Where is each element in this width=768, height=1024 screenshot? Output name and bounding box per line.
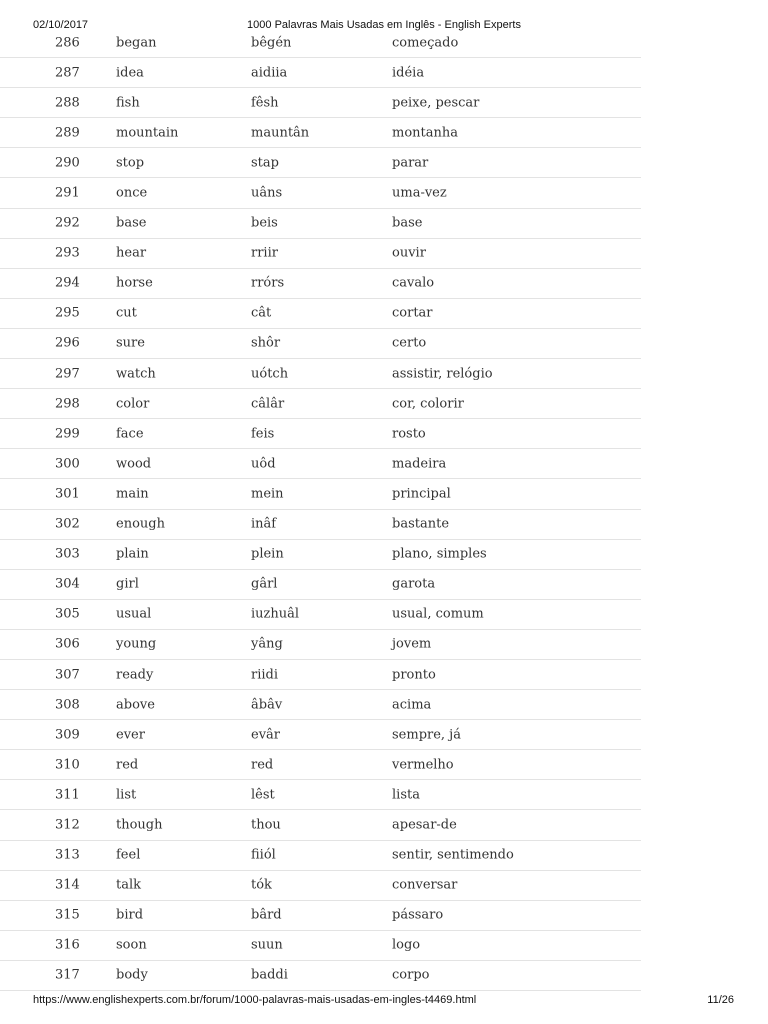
translation: principal — [392, 486, 451, 502]
pronunciation: beis — [251, 215, 278, 231]
word-number: 287 — [55, 65, 80, 81]
pronunciation: evâr — [251, 727, 281, 743]
english-word: though — [116, 817, 163, 833]
word-number: 305 — [55, 606, 80, 622]
translation: rosto — [392, 426, 426, 442]
translation: começado — [392, 35, 459, 51]
english-word: enough — [116, 516, 165, 532]
table-row — [0, 88, 641, 118]
pronunciation: mein — [251, 486, 284, 502]
english-word: above — [116, 697, 155, 713]
translation: acima — [392, 697, 432, 713]
table-row — [0, 359, 641, 389]
table-row — [0, 570, 641, 600]
english-word: wood — [116, 456, 152, 472]
word-number: 304 — [55, 576, 80, 592]
word-number: 294 — [55, 275, 80, 291]
table-row — [0, 750, 641, 780]
translation: logo — [392, 937, 421, 953]
pronunciation: feis — [251, 426, 275, 442]
translation: apesar-de — [392, 817, 457, 833]
table-row — [0, 118, 641, 148]
table-row — [0, 209, 641, 239]
word-number: 317 — [55, 967, 80, 983]
english-word: soon — [116, 937, 147, 953]
english-word: began — [116, 35, 157, 51]
translation: cavalo — [392, 275, 435, 291]
word-number: 315 — [55, 907, 80, 923]
pronunciation: bêgén — [251, 35, 292, 51]
table-row — [0, 660, 641, 690]
translation: conversar — [392, 877, 458, 893]
english-word: body — [116, 967, 148, 983]
pronunciation: yâng — [251, 636, 283, 652]
word-number: 302 — [55, 516, 80, 532]
pronunciation: uâns — [251, 185, 283, 201]
english-word: young — [116, 636, 157, 652]
word-number: 308 — [55, 697, 80, 713]
english-word: plain — [116, 546, 149, 562]
table-row — [0, 28, 641, 58]
pronunciation: uótch — [251, 366, 289, 382]
translation: cortar — [392, 305, 433, 321]
word-number: 309 — [55, 727, 80, 743]
translation: peixe, pescar — [392, 95, 480, 111]
page-number: 11/26 — [707, 994, 734, 1006]
translation: bastante — [392, 516, 450, 532]
word-number: 290 — [55, 155, 80, 171]
table-row — [0, 780, 641, 810]
word-number: 286 — [55, 35, 80, 51]
pronunciation: uôd — [251, 456, 276, 472]
print-date: 02/10/2017 — [33, 19, 89, 31]
translation: uma-vez — [392, 185, 447, 201]
word-number: 301 — [55, 486, 80, 502]
pronunciation: shôr — [251, 335, 281, 351]
table-row — [0, 58, 641, 88]
pronunciation: plein — [251, 546, 284, 562]
pronunciation: rriir — [251, 245, 278, 261]
translation: madeira — [392, 456, 447, 472]
pronunciation: aidiia — [251, 65, 288, 81]
pronunciation: mauntân — [251, 125, 310, 141]
english-word: watch — [116, 366, 156, 382]
english-word: horse — [116, 275, 153, 291]
translation: usual, comum — [392, 606, 484, 622]
pronunciation: gârl — [251, 576, 278, 592]
english-word: talk — [116, 877, 142, 893]
table-row — [0, 148, 641, 178]
english-word: once — [116, 185, 148, 201]
pronunciation: rrórs — [251, 275, 285, 291]
translation: corpo — [392, 967, 430, 983]
page-url: https://www.englishexperts.com.br/forum/1000-palavras-mais-usadas-em-ingles-t4469.html — [33, 994, 477, 1006]
pronunciation: fêsh — [251, 95, 279, 111]
document-title: 1000 Palavras Mais Usadas em Inglês - English Experts — [247, 19, 521, 31]
pronunciation: iuzhuâl — [251, 606, 300, 622]
pronunciation: câlâr — [251, 396, 285, 412]
pronunciation: riidi — [251, 667, 279, 683]
word-number: 297 — [55, 366, 80, 382]
pronunciation: bârd — [251, 907, 282, 923]
english-word: ready — [116, 667, 154, 683]
table-row — [0, 931, 641, 961]
translation: certo — [392, 335, 427, 351]
table-row — [0, 329, 641, 359]
word-number: 313 — [55, 847, 80, 863]
table-row — [0, 690, 641, 720]
english-word: usual — [116, 606, 152, 622]
english-word: sure — [116, 335, 145, 351]
table-row — [0, 901, 641, 931]
english-word: stop — [116, 155, 145, 171]
pronunciation: baddi — [251, 967, 288, 983]
word-number: 298 — [55, 396, 80, 412]
translation: lista — [392, 787, 420, 803]
translation: plano, simples — [392, 546, 487, 562]
translation: assistir, relógio — [392, 366, 493, 382]
english-word: cut — [116, 305, 137, 321]
table-row — [0, 510, 641, 540]
word-number: 307 — [55, 667, 80, 683]
table-row — [0, 269, 641, 299]
pronunciation: inâf — [251, 516, 277, 532]
word-number: 296 — [55, 335, 80, 351]
pronunciation: fiiól — [251, 847, 276, 863]
english-word: feel — [116, 847, 141, 863]
table-row — [0, 871, 641, 901]
table-row — [0, 239, 641, 269]
word-number: 299 — [55, 426, 80, 442]
translation: garota — [392, 576, 436, 592]
table-row — [0, 841, 641, 871]
word-number: 316 — [55, 937, 80, 953]
english-word: red — [116, 757, 139, 773]
translation: montanha — [392, 125, 458, 141]
pronunciation: thou — [251, 817, 281, 833]
table-row — [0, 630, 641, 660]
translation: parar — [392, 155, 429, 171]
translation: pássaro — [392, 907, 444, 923]
translation: jovem — [392, 636, 432, 652]
table-row — [0, 540, 641, 570]
pronunciation: tók — [251, 877, 272, 893]
english-word: face — [116, 426, 144, 442]
translation: idéia — [392, 65, 425, 81]
table-row — [0, 961, 641, 991]
table-row — [0, 389, 641, 419]
word-number: 288 — [55, 95, 80, 111]
table-row — [0, 479, 641, 509]
table-row — [0, 419, 641, 449]
translation: cor, colorir — [392, 396, 464, 412]
pronunciation: suun — [251, 937, 283, 953]
word-number: 314 — [55, 877, 80, 893]
pronunciation: âbâv — [251, 697, 283, 713]
word-number: 310 — [55, 757, 80, 773]
word-number: 306 — [55, 636, 80, 652]
table-row — [0, 449, 641, 479]
pronunciation: cât — [251, 305, 272, 321]
english-word: girl — [116, 576, 139, 592]
translation: pronto — [392, 667, 436, 683]
translation: base — [392, 215, 423, 231]
english-word: base — [116, 215, 147, 231]
table-row — [0, 299, 641, 329]
english-word: mountain — [116, 125, 179, 141]
english-word: list — [116, 787, 137, 803]
word-number: 292 — [55, 215, 80, 231]
word-number: 312 — [55, 817, 80, 833]
english-word: fish — [116, 95, 140, 111]
table-row — [0, 600, 641, 630]
translation: sempre, já — [392, 727, 461, 743]
table-row — [0, 178, 641, 208]
english-word: hear — [116, 245, 147, 261]
english-word: ever — [116, 727, 145, 743]
pronunciation: lêst — [251, 787, 275, 803]
table-row — [0, 810, 641, 840]
translation: sentir, sentimendo — [392, 847, 514, 863]
print-footer — [0, 993, 768, 1007]
english-word: color — [116, 396, 150, 412]
translation: ouvir — [392, 245, 426, 261]
word-list-table — [0, 28, 768, 991]
translation: vermelho — [392, 757, 454, 773]
word-number: 291 — [55, 185, 80, 201]
pronunciation: stap — [251, 155, 279, 171]
word-number: 300 — [55, 456, 80, 472]
english-word: bird — [116, 907, 144, 923]
word-number: 289 — [55, 125, 80, 141]
english-word: main — [116, 486, 149, 502]
english-word: idea — [116, 65, 144, 81]
pronunciation: red — [251, 757, 274, 773]
word-number: 303 — [55, 546, 80, 562]
word-number: 311 — [55, 787, 80, 803]
word-number: 295 — [55, 305, 80, 321]
table-row — [0, 720, 641, 750]
word-number: 293 — [55, 245, 80, 261]
